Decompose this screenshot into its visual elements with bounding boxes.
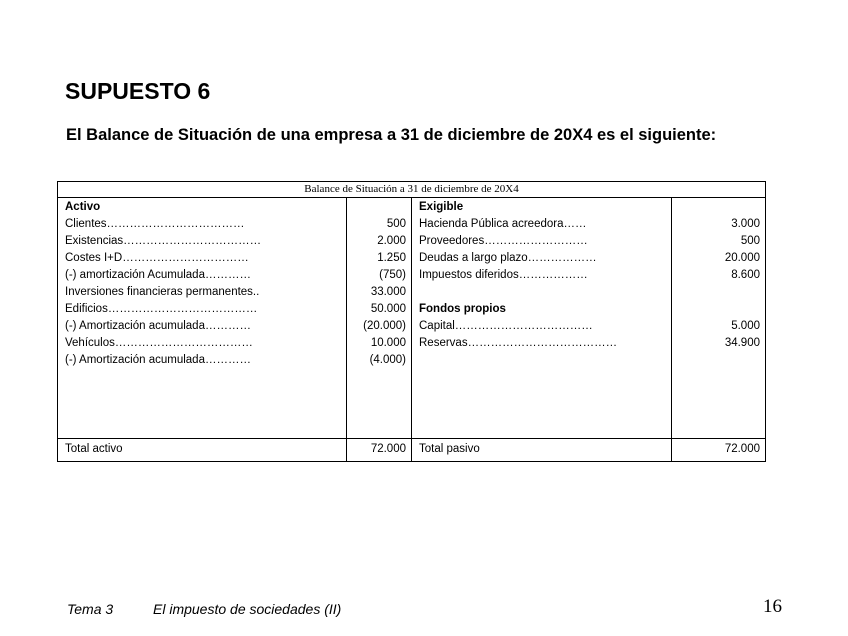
balance-sheet-table [57, 181, 766, 462]
section-header: Fondos propios [419, 303, 506, 315]
row-value: 500 [740, 235, 760, 247]
row-value: (4.000) [369, 354, 406, 366]
row-label: Edificios………………………………… [65, 303, 258, 315]
column-divider [671, 197, 672, 461]
row-label [419, 284, 669, 301]
row-value: 20.000 [724, 252, 760, 264]
row-value: 500 [386, 218, 406, 230]
column-divider [346, 197, 347, 461]
row-label: Capital……………………………… [419, 320, 593, 332]
row-label: Clientes……………………………… [65, 218, 245, 230]
activo-labels [65, 199, 343, 369]
section-header: Exigible [419, 201, 464, 213]
row-value: 5.000 [731, 320, 760, 332]
total-activo-value: 72.000 [370, 443, 406, 455]
activo-values [348, 199, 406, 369]
row-value: 50.000 [370, 303, 406, 315]
page-title: SUPUESTO 6 [65, 78, 211, 104]
pasivo-labels [419, 199, 669, 352]
intro-text: El Balance de Situación de una empresa a 31 de diciembre de 20X4 es el siguiente: [66, 126, 717, 144]
row-value: 3.000 [731, 218, 760, 230]
row-label: Costes I+D…………………………… [65, 252, 249, 264]
row-value: 2.000 [377, 235, 406, 247]
row-label: Impuestos diferidos……………… [419, 269, 588, 281]
row-value: 8.600 [731, 269, 760, 281]
row-value: (20.000) [363, 320, 406, 332]
row-value [674, 301, 760, 318]
row-label: Deudas a largo plazo……………… [419, 252, 597, 264]
total-pasivo-label: Total pasivo [419, 443, 480, 455]
row-value: 1.250 [377, 252, 406, 264]
row-label: Hacienda Pública acreedora…… [419, 218, 587, 230]
totals-divider [58, 438, 765, 439]
row-label: Vehículos……………………………… [65, 337, 253, 349]
row-value [674, 284, 760, 301]
section-header: Activo [65, 201, 101, 213]
row-label: Proveedores……………………… [419, 235, 588, 247]
row-value: 34.900 [724, 337, 760, 349]
row-value [348, 199, 406, 216]
row-value [674, 199, 760, 216]
pasivo-values [674, 199, 760, 352]
footer-subtitle: El impuesto de sociedades (II) [153, 601, 342, 617]
footer-topic: Tema 3 [67, 601, 114, 617]
row-label: Inversiones financieras permanentes.. [65, 286, 260, 298]
row-value: 33.000 [370, 286, 406, 298]
row-label: Reservas………………………………… [419, 337, 618, 349]
row-label: (-) amortización Acumulada………… [65, 269, 251, 281]
page-number: 16 [763, 596, 782, 617]
column-divider [411, 197, 412, 461]
row-label: (-) Amortización acumulada………… [65, 320, 251, 332]
row-label: Existencias……………………………… [65, 235, 262, 247]
table-caption: Balance de Situación a 31 de diciembre de 20X4 [58, 182, 765, 198]
row-value: (750) [379, 269, 406, 281]
total-activo-label: Total activo [65, 443, 123, 455]
row-value: 10.000 [370, 337, 406, 349]
row-label: (-) Amortización acumulada………… [65, 354, 251, 366]
total-pasivo-value: 72.000 [724, 443, 760, 455]
